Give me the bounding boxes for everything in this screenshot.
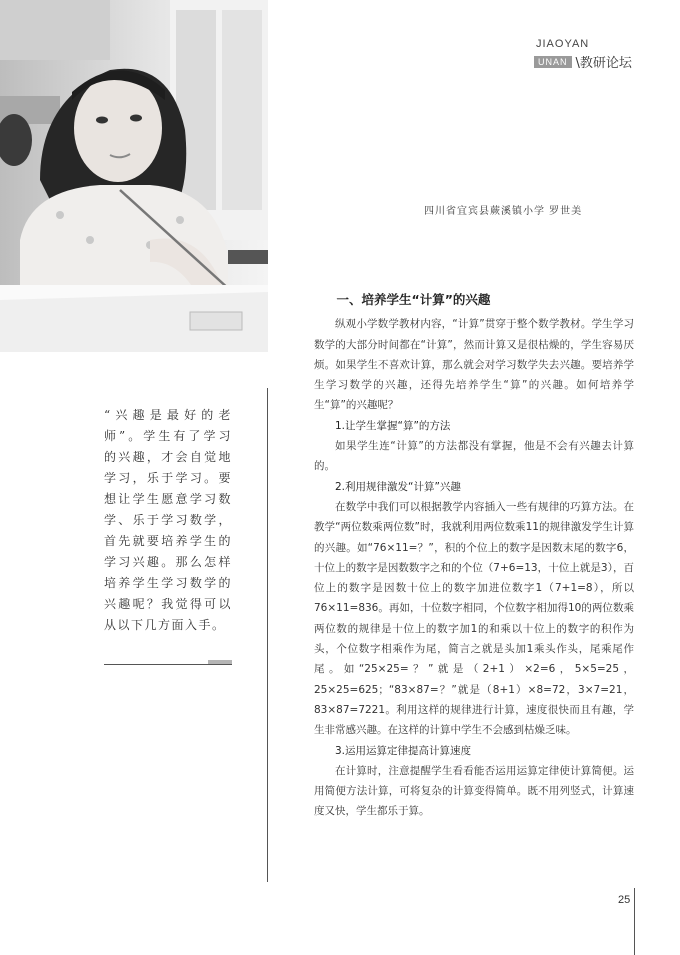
paragraph: 在计算时，注意提醒学生看看能否运用运算定律使计算简便。运用简便方法计算，可将复杂的计算变得简单。既不用列竖式，计算速度又快，学生都乐于算。 [314,764,634,818]
paragraph: 在数学中我们可以根据教学内容插入一些有规律的巧算方法。在教学“两位数乘两位数”时，我就利用两位数乘11的规律激发学生计算的兴趣。如“76×11=？”，积的个位上的数字是因数末尾的数字6，十位上的数字是因数数字之和的个位（7+6=13，十位上就是3），百位上的数字是因数十位上的数字加进位数字1（7+1=8），所以76×11=836。再如，十位数字相同，个位数字相加得10的两位数乘两位数的规律是十位上的数字加1的和乘以十位上的数字的积作为头，个位数字相乘作为尾，简言之就是头加1乘头作头，尾乘尾作尾。如“25×25=？”就是（2+1）×2=6，5×5=25，25×25=625；“83×87=？”就是（8+1）×8=72，3×7=21，83×87=7221。利用这样的规律进行计算，速度很快而且有趣，学生非常感兴趣。在这样的计算中学生不会感到枯燥乏味。 [314,500,634,737]
paragraph: 纵观小学数学教材内容，“计算”贯穿于整个数学教材。学生学习数学的大部分时间都在“计算”，然而计算又是很枯燥的，学生容易厌烦。如果学生不喜欢计算，那么就会对学习数学失去兴趣。要培养学生学习数学的兴趣，还得先培养学生“算”的兴趣。如何培养学生“算”的兴趣呢？ [314,318,634,412]
sidebar-accent-bar [208,660,232,664]
header-brand: JIAOYAN [536,38,590,50]
article-body [314,290,634,822]
header-section-title: \教研论坛 [575,56,632,71]
column-divider [267,388,268,882]
sidebar-abstract: “兴趣是最好的老师”。学生有了学习的兴趣，才会自觉地学习，乐于学习。要想让学生愿意学习数学、乐于学习数学，首先就要培养学生的学习兴趣。那么怎样培养学生学习数学的兴趣呢？我觉得可以从以下几方面入手。 [104,408,232,632]
article-photo [0,0,268,352]
subheading: 2.利用规律激发“计算”兴趣 [335,480,461,493]
subheading: 3.运用运算定律提高计算速度 [335,744,472,757]
header-tag: UNAN [534,56,572,68]
paragraph: 如果学生连“计算”的方法都没有掌握，他是不会有兴趣去计算的。 [314,440,634,473]
column-header [534,38,644,71]
photo-student-raising-pencil-icon [0,0,268,352]
page-number-rule [634,888,635,955]
section-heading: 一、培养学生“计算”的兴趣 [336,292,491,307]
subheading: 1.让学生掌握“算”的方法 [335,419,451,432]
page-number: 25 [618,894,631,906]
author-byline: 四川省宜宾县蕨溪镇小学 罗世美 [424,206,583,217]
sidebar-divider [104,664,232,665]
